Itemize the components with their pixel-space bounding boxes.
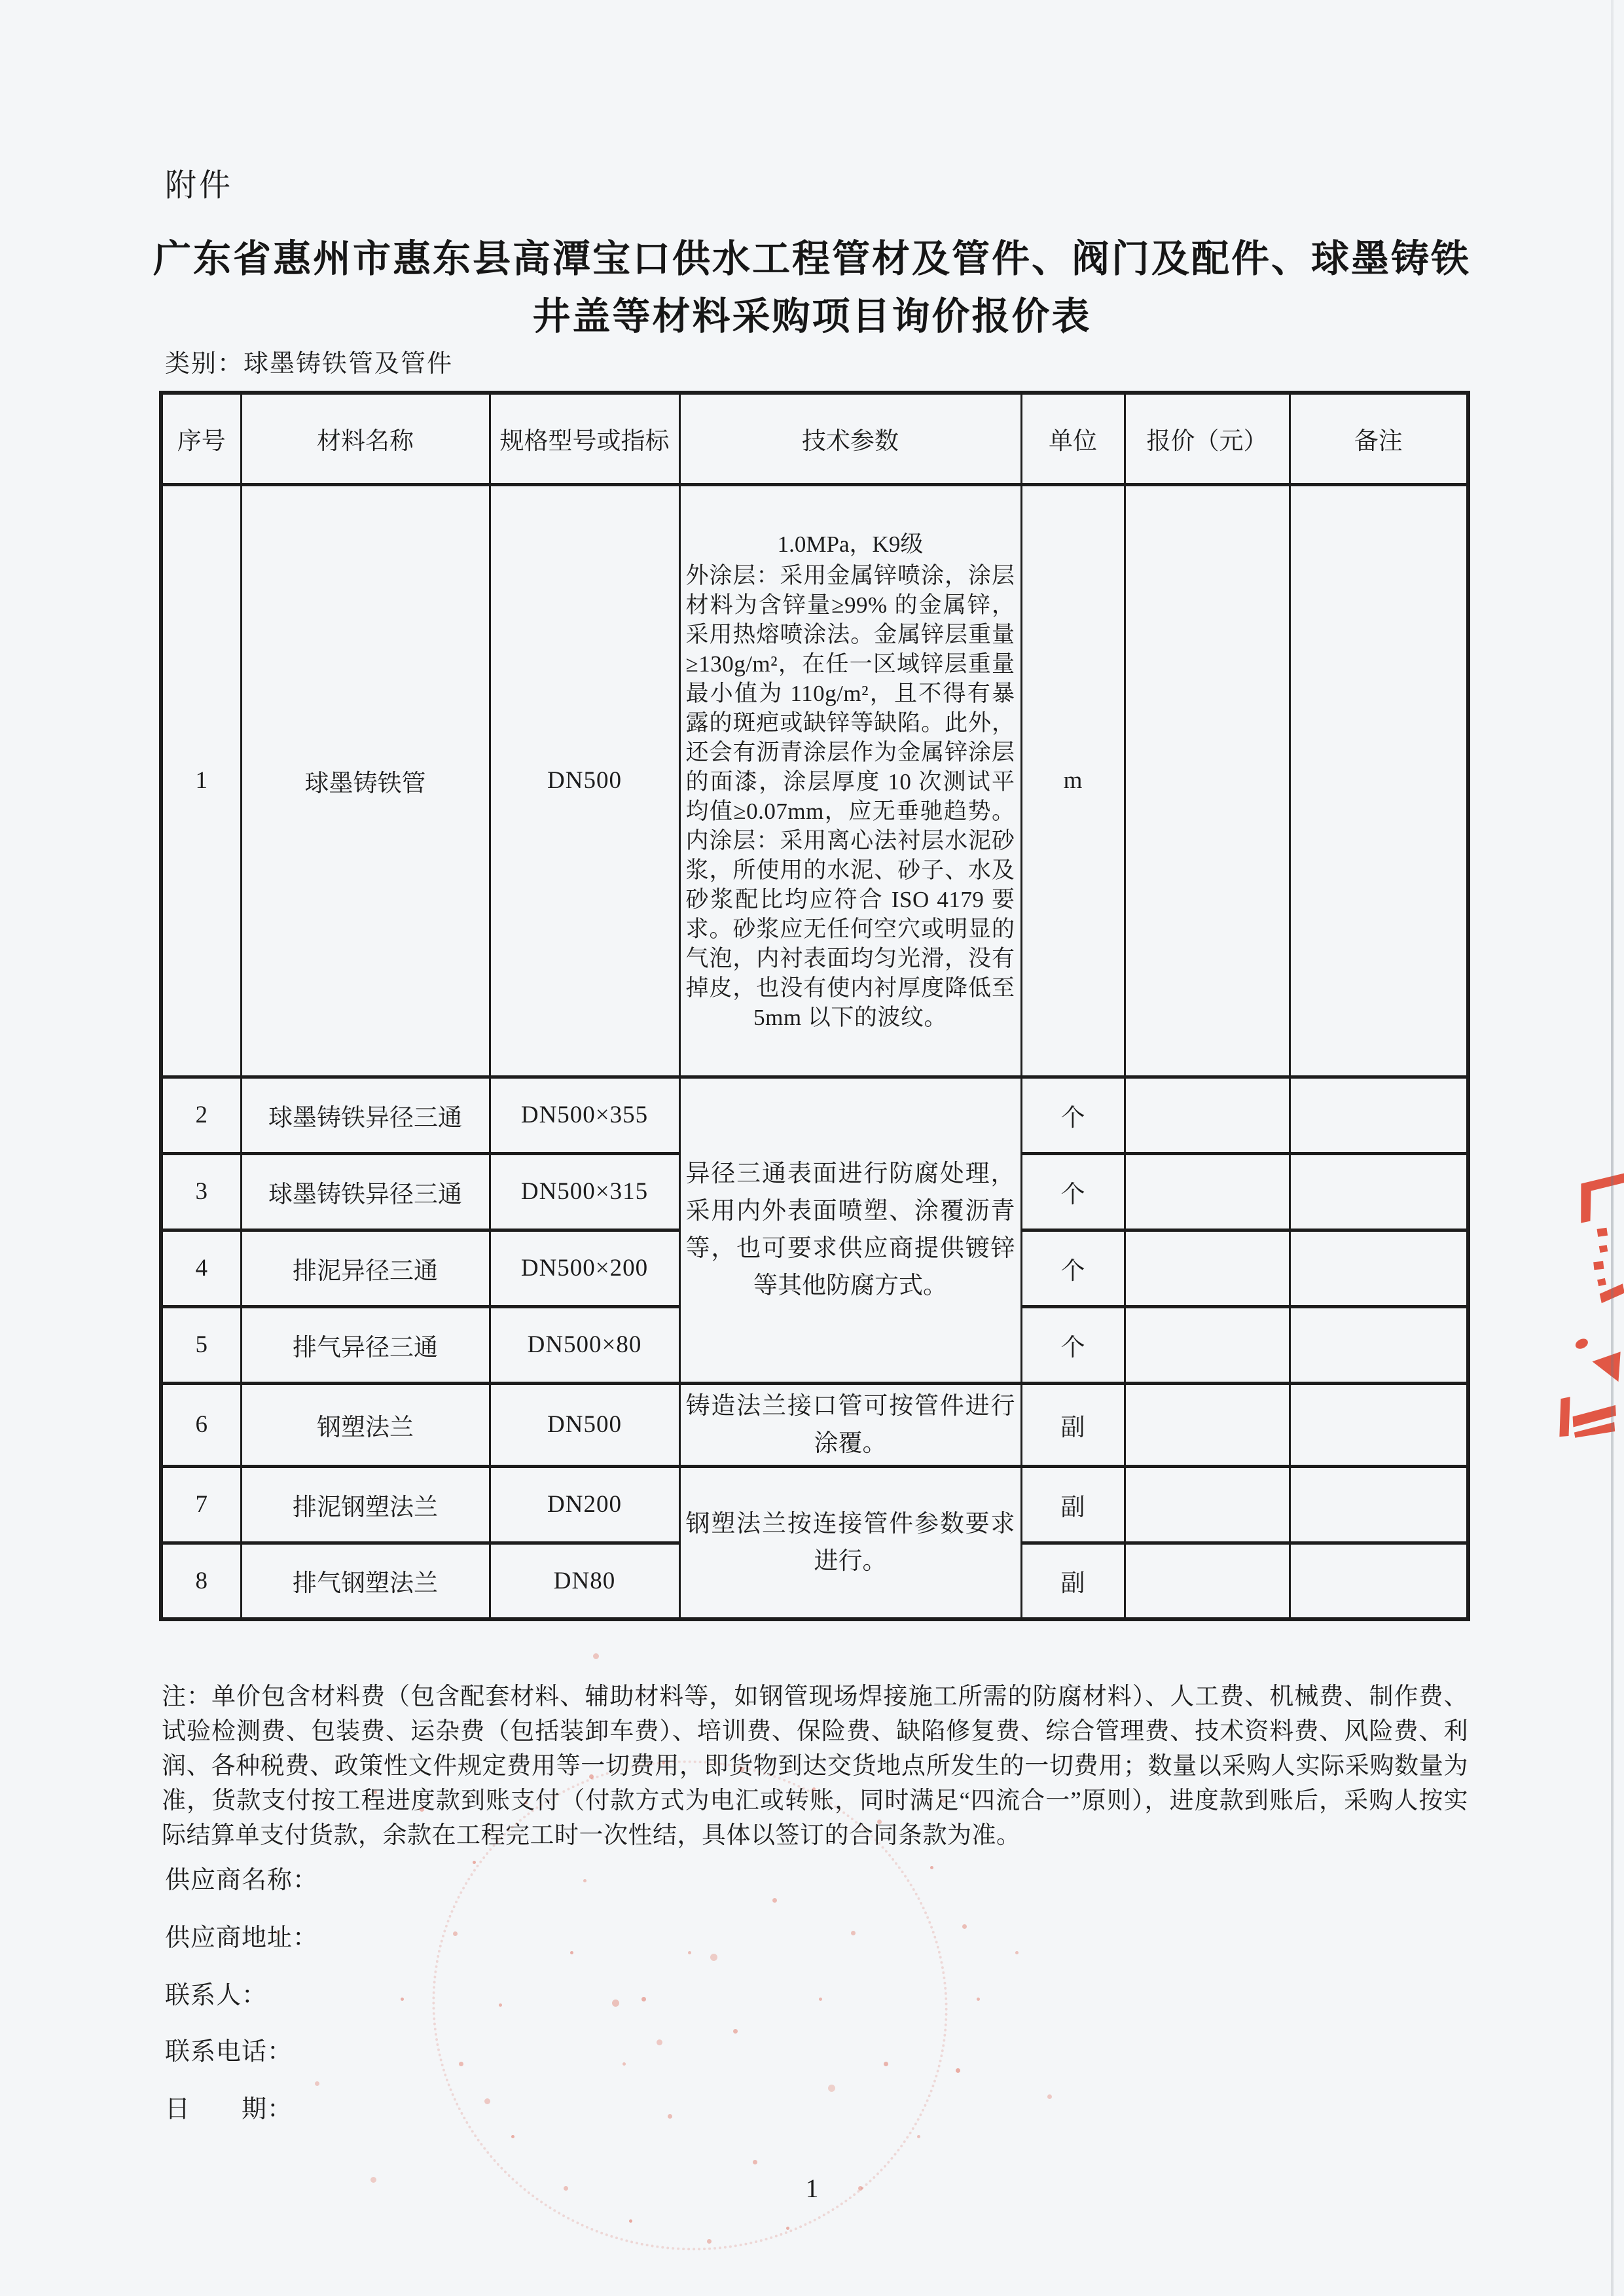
tech-params-body: 钢塑法兰按连接管件参数要求进行。 (685, 1510, 1015, 1575)
table-row (161, 1077, 1468, 1153)
header-material-name: 材料名称 (241, 393, 490, 484)
cell-seq: 5 (161, 1306, 241, 1383)
header-unit: 单位 (1021, 393, 1125, 484)
header-remark: 备注 (1290, 393, 1468, 484)
cell-price (1125, 1077, 1290, 1153)
cell-price (1125, 1383, 1290, 1466)
cell-price (1125, 484, 1290, 1077)
contact-person-label: 联系人： (165, 1982, 268, 2009)
contact-phone-label: 联系电话： (165, 2038, 293, 2066)
scan-edge-shadow (1611, 0, 1614, 2296)
table-header-row (161, 393, 1468, 484)
cell-unit: 个 (1021, 1077, 1125, 1153)
header-tech-params: 技术参数 (679, 393, 1021, 484)
cell-spec: DN200 (490, 1466, 679, 1543)
cell-remark (1290, 1153, 1468, 1230)
date-label: 日 期： (165, 2096, 293, 2123)
cell-unit: 个 (1021, 1230, 1125, 1306)
cell-price (1125, 1306, 1290, 1383)
page-number: 1 (805, 2174, 819, 2203)
cell-tech-params (679, 484, 1021, 1077)
red-stamp-fragment-icon (1559, 1144, 1624, 1439)
cell-seq: 4 (161, 1230, 241, 1306)
cell-spec: DN500×80 (490, 1306, 679, 1383)
cell-material-name: 排泥异径三通 (241, 1230, 490, 1306)
cell-material-name: 球墨铸铁异径三通 (241, 1077, 490, 1153)
cell-seq: 8 (161, 1543, 241, 1619)
cell-material-name: 钢塑法兰 (241, 1383, 490, 1466)
cell-spec: DN500 (490, 484, 679, 1077)
cell-material-name: 球墨铸铁异径三通 (241, 1153, 490, 1230)
cell-material-name: 排泥钢塑法兰 (241, 1466, 490, 1543)
cell-unit: 副 (1021, 1466, 1125, 1543)
cell-price (1125, 1543, 1290, 1619)
notes-paragraph: 注：单价包含材料费（包含配套材料、辅助材料等，如钢管现场焊接施工所需的防腐材料）、人工费、机械费、制作费、试验检测费、包装费、运杂费（包括装卸车费）、培训费、保险费、缺陷修复费、综合管理费、技术资料费、风险费、利润、各种税费、政策性文件规定费用等一切费用，即货物到达交货地点所发生的一切费用；数量以采购人实际采购数量为准，货款支付按工程进度款到账支付（付款方式为电汇或转账，同时满足“四流合一”原则），进度款到账后，采购人按实际结算单支付货款，余款在工程完工时一次性结，具体以签订的合同条款为准。 (162, 1683, 1468, 1849)
attachment-label: 附件 (165, 168, 234, 203)
table-row (161, 1466, 1468, 1543)
table-row (161, 1383, 1468, 1466)
tech-params-body: 铸造法兰接口管可按管件进行涂覆。 (685, 1392, 1015, 1457)
cell-remark (1290, 484, 1468, 1077)
cell-price (1125, 1466, 1290, 1543)
supplier-address-label: 供应商地址： (165, 1924, 319, 1952)
cell-tech-params-merged (679, 1077, 1021, 1383)
cell-remark (1290, 1306, 1468, 1383)
cell-unit: 副 (1021, 1543, 1125, 1619)
cell-spec: DN80 (490, 1543, 679, 1619)
cell-price (1125, 1153, 1290, 1230)
cell-seq: 7 (161, 1466, 241, 1543)
cell-spec: DN500×200 (490, 1230, 679, 1306)
category-label: 类别：球墨铸铁管及管件 (165, 350, 454, 378)
red-stamp-speckles (0, 0, 3, 3)
cell-remark (1290, 1466, 1468, 1543)
cell-material-name: 排气异径三通 (241, 1306, 490, 1383)
tech-params-body: 异径三通表面进行防腐处理，采用内外表面喷塑、涂覆沥青等，也可要求供应商提供镀锌等其他防腐方式。 (685, 1160, 1015, 1299)
document-title (85, 230, 1539, 346)
cell-spec: DN500×315 (490, 1153, 679, 1230)
supplier-name-label: 供应商名称： (165, 1867, 319, 1894)
cell-material-name: 排气钢塑法兰 (241, 1543, 490, 1619)
cell-seq: 2 (161, 1077, 241, 1153)
title-line-2: 井盖等材料采购项目询价报价表 (532, 295, 1092, 338)
tech-params-headline: 1.0MPa，K9级 (777, 531, 924, 557)
cell-remark (1290, 1543, 1468, 1619)
cell-unit: m (1021, 484, 1125, 1077)
cell-spec: DN500 (490, 1383, 679, 1466)
cell-tech-params-merged (679, 1466, 1021, 1619)
header-seq: 序号 (161, 393, 241, 484)
cell-remark (1290, 1077, 1468, 1153)
title-line-1: 广东省惠州市惠东县高潭宝口供水工程管材及管件、阀门及配件、球墨铸铁 (153, 238, 1471, 280)
cell-unit: 副 (1021, 1383, 1125, 1466)
quotation-table (159, 391, 1470, 1621)
cell-price (1125, 1230, 1290, 1306)
cell-remark (1290, 1383, 1468, 1466)
cell-tech-params (679, 1383, 1021, 1466)
cell-seq: 6 (161, 1383, 241, 1466)
cell-unit: 个 (1021, 1306, 1125, 1383)
table-row (161, 484, 1468, 1077)
cell-unit: 个 (1021, 1153, 1125, 1230)
cell-remark (1290, 1230, 1468, 1306)
cell-seq: 3 (161, 1153, 241, 1230)
cell-material-name: 球墨铸铁管 (241, 484, 490, 1077)
header-spec: 规格型号或指标 (490, 393, 679, 484)
tech-params-body: 外涂层：采用金属锌喷涂，涂层材料为含锌量≥99% 的金属锌，采用热熔喷涂法。金属锌层重量≥130g/m²，在任一区域锌层重量最小值为 110g/m²，且不得有暴露的斑疤或缺锌等缺陷。此外，还会有沥青涂层作为金属锌涂层的面漆，涂层厚度 10 次测试平均值≥0.07mm，应无垂驰趋势。内涂层：采用离心法衬层水泥砂浆，所使用的水泥、砂子、水及砂浆配比均应符合 ISO 4179 要求。砂浆应无任何空穴或明显的气泡，内衬表面均匀光滑，没有掉皮，也没有使内衬厚度降低至 5mm 以下的波纹。 (685, 562, 1015, 1030)
cell-seq: 1 (161, 484, 241, 1077)
header-price: 报价（元） (1125, 393, 1290, 484)
cell-spec: DN500×355 (490, 1077, 679, 1153)
